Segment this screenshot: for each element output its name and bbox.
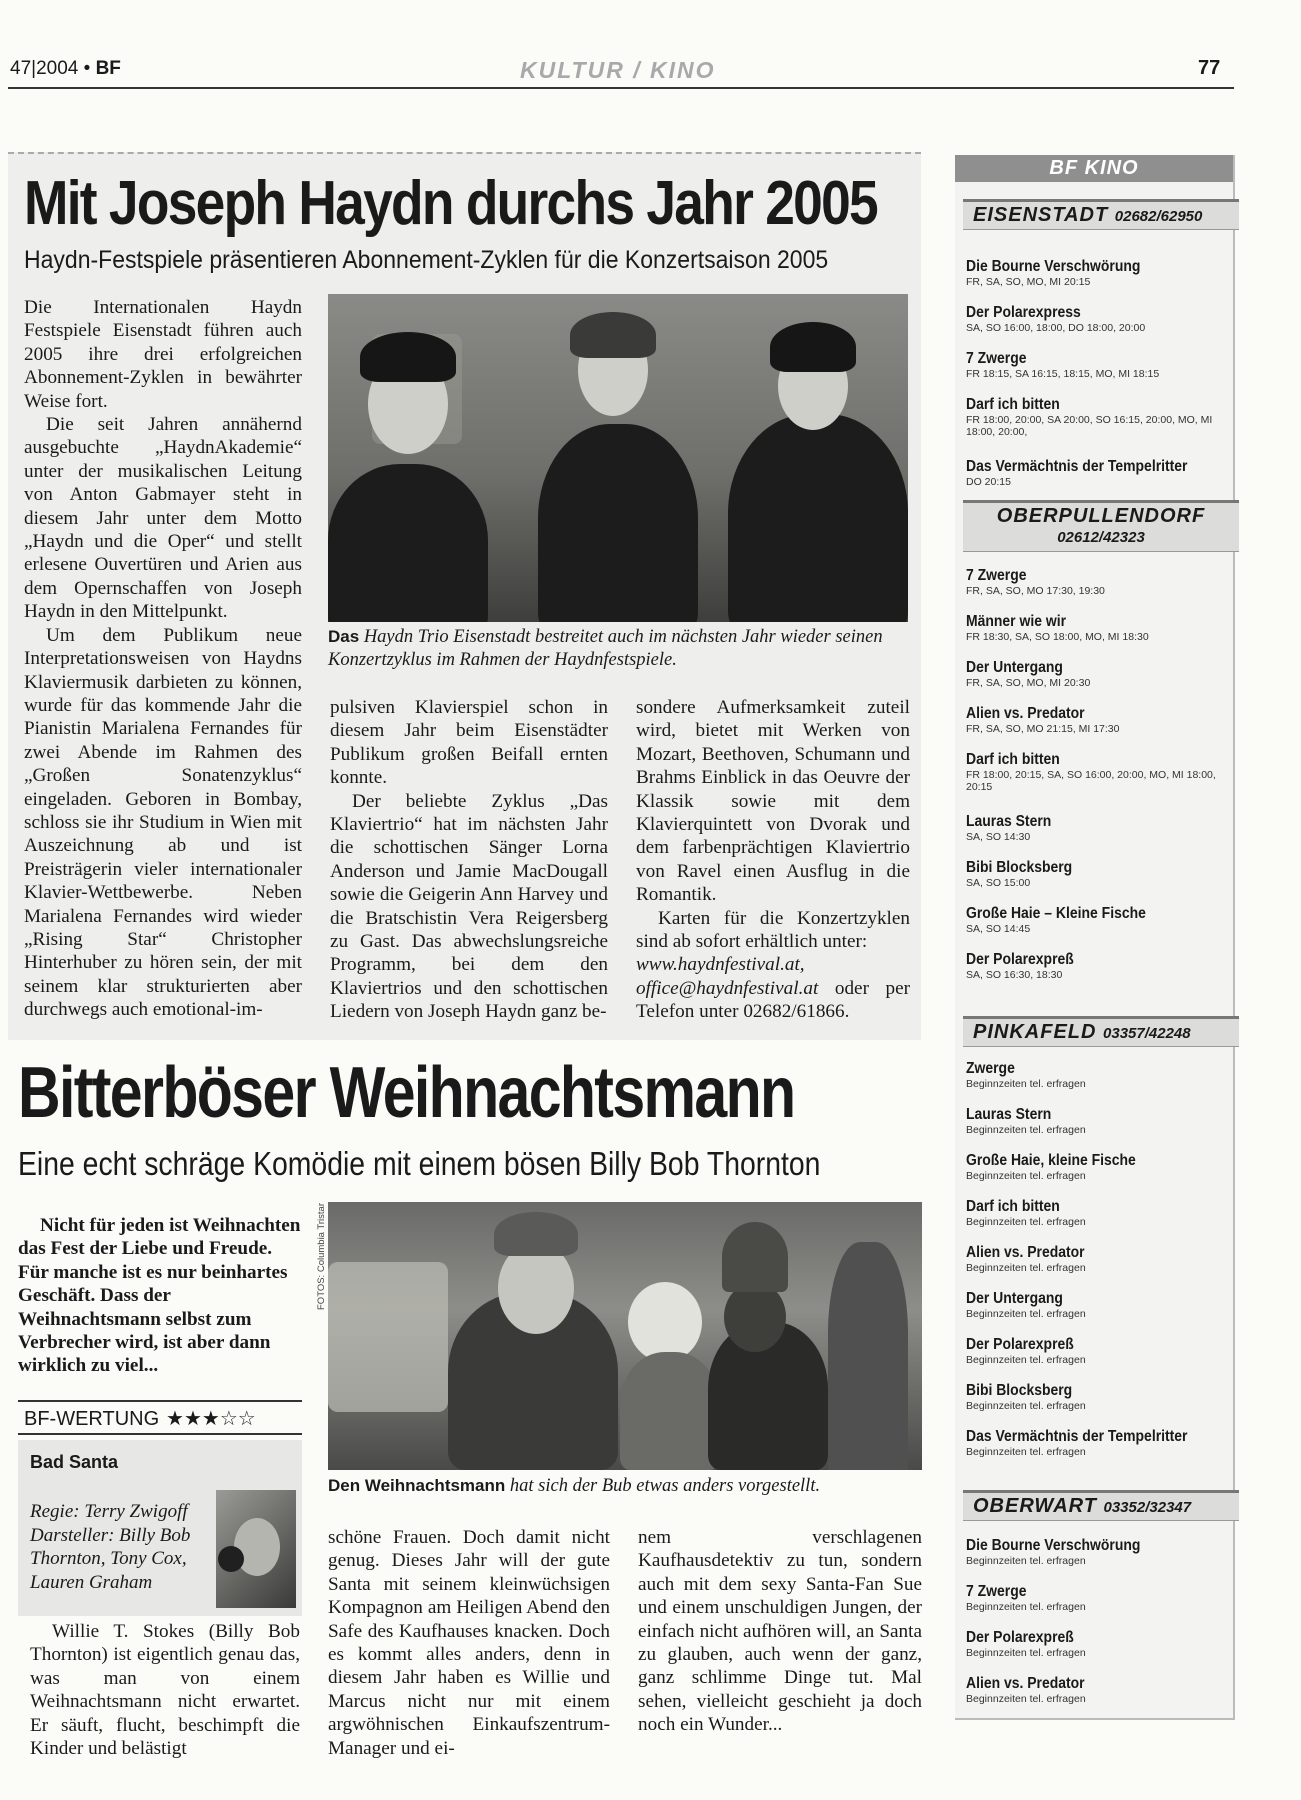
movie-listing xyxy=(966,350,1216,380)
brand-label: BF xyxy=(95,58,121,79)
paragraph: nem verschlagenen Kaufhausdetektiv zu tun, sondern auch mit dem sexy Santa-Fan Sue und einem unschuldigen Jungen, der einfach nicht aufhören will, an Santa zu glauben, auch wenn der ganz, ganz schlimme Dinge tut. Mal sehen, vielleicht geschieht ja doch noch ein Wunder... xyxy=(638,1527,922,1736)
movie-times: SA, SO 16:30, 18:30 xyxy=(966,969,1063,981)
paragraph: Willie T. Stokes (Billy Bob Thornton) ist eigentlich genau das, was man von einem Weihnachtsmann nicht erwartet. Er säuft, flucht, beschimpft die Kinder und belästigt xyxy=(30,1621,300,1760)
movie-times: DO 20:15 xyxy=(966,476,1011,488)
paragraph: Die Internationalen Haydn Festspiele Eisenstadt führen auch 2005 ihre drei erfolgreichen Abonnement-Zyklen in bewährter Weise fort. xyxy=(24,297,302,412)
movie-listing xyxy=(966,705,1216,735)
city-header-eisenstadt xyxy=(963,199,1239,230)
movie-listing xyxy=(966,1583,1216,1613)
movie-times: Beginnzeiten tel. erfragen xyxy=(966,1308,1086,1320)
movie-title: Alien vs. Predator xyxy=(966,1675,1085,1692)
sidebar-title: BF KINO xyxy=(955,155,1233,182)
movie-listing xyxy=(966,1106,1216,1136)
movie-times: Beginnzeiten tel. erfragen xyxy=(966,1216,1086,1228)
city-phone: 02612/42323 xyxy=(1057,529,1145,546)
movie-listing xyxy=(966,659,1216,689)
article-headline: Mit Joseph Haydn durchs Jahr 2005 xyxy=(24,169,877,238)
city-phone: 03357/42248 xyxy=(1103,1025,1191,1042)
movie-title: Darf ich bitten xyxy=(966,396,1060,413)
movie-listing xyxy=(966,1382,1216,1412)
movie-times: Beginnzeiten tel. erfragen xyxy=(966,1693,1086,1705)
paragraph: schöne Frauen. Doch damit nicht genug. Dieses Jahr will der gute Santa mit seinem kleinwüchsigen Kompagnon am Heiligen Abend den Safe des Kaufhauses knacken. Doch es kommt alles anders, denn in diesem Jahr haben es Willie und Marcus nicht nur mit einem argwöhnischen Einkaufszentrum-Manager und ei- xyxy=(328,1527,610,1759)
movie-title: Die Bourne Verschwörung xyxy=(966,1537,1141,1554)
paragraph: Die seit Jahren annähernd ausgebuchte „HaydnAkademie“ unter der musikalischen Leitung von Anton Gabmayer steht in diesem Jahr unter dem Motto „Haydn und die Oper“ und stellt erlesene Ouvertüren und Arien aus dem Opernschaffen von Joseph Haydn in den Mittelpunkt. xyxy=(24,414,302,623)
article-column xyxy=(638,1526,922,1737)
city-name: EISENSTADT xyxy=(973,204,1109,226)
city-phone: 03352/32347 xyxy=(1103,1499,1192,1516)
movie-title: Das Vermächtnis der Tempelritter xyxy=(966,1428,1188,1445)
movie-times: FR, SA, SO, MO 17:30, 19:30 xyxy=(966,585,1105,597)
movie-listing xyxy=(966,905,1216,935)
contact-line xyxy=(636,977,910,1024)
movie-title: Der Polarexpreß xyxy=(966,951,1074,968)
rating-row xyxy=(18,1402,302,1433)
photo-caption xyxy=(328,625,908,672)
article-headline: Bitterböser Weihnachtsmann xyxy=(18,1053,795,1133)
paragraph: Der beliebte Zyklus „Das Klaviertrio“ hat im nächsten Jahr die schottischen Sänger Lorna Anderson und Jamie MacDougall sowie die Geigerin Ann Harvey und die Bratschistin Vera Reigersberg zu Gast. Das abwechslungsreiche Programm, bei dem den Klaviertrios und den schottischen Liedern von Joseph Haydn ganz be- xyxy=(330,790,608,1023)
movie-title: Alien vs. Predator xyxy=(966,1244,1085,1261)
movie-listing xyxy=(966,1152,1216,1182)
paragraph: Karten für die Konzertzyklen sind ab sofort erhältlich unter: xyxy=(636,907,910,953)
haydn-trio-photo xyxy=(328,294,908,622)
paragraph: pulsiven Klavierspiel schon in diesem Jahr beim Eisenstädter Publikum großen Beifall ernten konnte. xyxy=(330,697,608,789)
cast-credit: Darsteller: Billy Bob Thornton, Tony Cox, Lauren Graham xyxy=(30,1524,191,1593)
movie-listing xyxy=(966,951,1216,981)
city-phone: 02682/62950 xyxy=(1114,208,1203,225)
rating-stars: ★★★☆☆ xyxy=(166,1408,256,1430)
movie-title: Bibi Blocksberg xyxy=(966,1382,1073,1399)
movie-listing xyxy=(966,1290,1216,1320)
movie-title: Lauras Stern xyxy=(966,813,1052,830)
website-link[interactable]: www.haydnfestival.at, xyxy=(636,954,805,976)
movie-listing xyxy=(966,1629,1216,1659)
movie-times: Beginnzeiten tel. erfragen xyxy=(966,1170,1086,1182)
movie-listing xyxy=(966,258,1216,288)
movie-times: SA, SO 16:00, 18:00, DO 18:00, 20:00 xyxy=(966,322,1146,334)
film-credits xyxy=(30,1500,210,1594)
movie-times: Beginnzeiten tel. erfragen xyxy=(966,1078,1086,1090)
movie-listing xyxy=(966,1428,1216,1458)
city-name: OBERWART xyxy=(973,1495,1097,1517)
movie-times: Beginnzeiten tel. erfragen xyxy=(966,1446,1086,1458)
page-number: 77 xyxy=(1198,57,1221,79)
movie-title: Das Vermächtnis der Tempelritter xyxy=(966,458,1188,475)
article-column xyxy=(24,296,302,1022)
section-label: KULTUR / KINO xyxy=(520,57,716,83)
article-column xyxy=(636,696,910,1024)
movie-times: SA, SO 15:00 xyxy=(966,877,1031,889)
movie-title: 7 Zwerge xyxy=(966,567,1027,584)
city-header-pinkafeld xyxy=(963,1016,1239,1047)
intro-text: Nicht für jeden ist Weihnachten das Fest der Liebe und Freude. Für manche ist es nur beinhartes Geschäft. Dass der Weihnachtsmann selbst zum Verbrecher wird, ist aber dann wirklich zu viel... xyxy=(18,1215,301,1377)
cinema-sidebar xyxy=(955,155,1235,1720)
movie-title: Bibi Blocksberg xyxy=(966,859,1073,876)
movie-times: SA, SO 14:45 xyxy=(966,923,1031,935)
issue-number: 47|2004 xyxy=(10,58,79,79)
movie-title: Alien vs. Predator xyxy=(966,705,1085,722)
movie-title: Große Haie, kleine Fische xyxy=(966,1152,1136,1169)
rating-label: BF-WERTUNG xyxy=(24,1408,160,1430)
email-link[interactable]: office@haydnfestival.at xyxy=(636,977,819,999)
movie-title: Männer wie wir xyxy=(966,613,1067,630)
movie-times: Beginnzeiten tel. erfragen xyxy=(966,1400,1086,1412)
photo-credit: FOTOS: Columbia Tristar xyxy=(316,1203,327,1310)
movie-times: FR 18:00, 20:15, SA, SO 16:00, 20:00, MO, MI 18:00, 20:15 xyxy=(966,769,1216,793)
movie-listing xyxy=(966,751,1216,793)
caption-lead: Den Weihnachtsmann xyxy=(328,1476,506,1495)
movie-title: 7 Zwerge xyxy=(966,1583,1027,1600)
movie-times: FR, SA, SO, MO, MI 20:15 xyxy=(966,276,1091,288)
movie-title: Die Bourne Verschwörung xyxy=(966,258,1141,275)
movie-listing xyxy=(966,613,1216,643)
city-header-oberpullendorf xyxy=(963,500,1239,552)
movie-times: FR 18:30, SA, SO 18:00, MO, MI 18:30 xyxy=(966,631,1149,643)
city-header-oberwart xyxy=(963,1490,1239,1521)
movie-title: Der Polarexpreß xyxy=(966,1629,1074,1646)
movie-title: Zwerge xyxy=(966,1060,1015,1077)
paragraph: sondere Aufmerksamkeit zuteil wird, bietet mit Werken von Mozart, Beethoven, Schumann und Brahms Einblick in das Oeuvre der Klassik sowie mit dem Klavierquintett von Dvorak und dem farbenprächtigen Klaviertrio von Ravel einen Ausflug in die Romantik. xyxy=(636,697,910,906)
movie-title: Lauras Stern xyxy=(966,1106,1052,1123)
issue-info xyxy=(10,58,121,80)
movie-times: Beginnzeiten tel. erfragen xyxy=(966,1354,1086,1366)
article-column xyxy=(30,1620,300,1760)
movie-times: FR, SA, SO, MO 21:15, MI 17:30 xyxy=(966,723,1120,735)
movie-title: Darf ich bitten xyxy=(966,751,1060,768)
movie-title: Der Untergang xyxy=(966,659,1063,676)
movie-title: 7 Zwerge xyxy=(966,350,1027,367)
article-column xyxy=(330,696,608,1024)
movie-listing xyxy=(966,458,1216,488)
city-name: OBERPULLENDORF xyxy=(996,505,1206,527)
movie-listing xyxy=(966,1060,1216,1090)
movie-title: Der Polarexpress xyxy=(966,304,1081,321)
bad-santa-photo xyxy=(328,1202,922,1470)
caption-text: Haydn Trio Eisenstadt bestreitet auch im nächsten Jahr wieder seinen Konzertzyklus im Rahmen der Haydnfestspiele. xyxy=(328,627,883,670)
rating-box xyxy=(18,1400,302,1435)
phone-text: oder per Telefon unter 02682/61866. xyxy=(636,977,910,1023)
movie-times: Beginnzeiten tel. erfragen xyxy=(966,1601,1086,1613)
header-rule xyxy=(8,87,1234,89)
movie-listing xyxy=(966,1675,1216,1705)
caption-text: hat sich der Bub etwas anders vorgestellt. xyxy=(509,1476,821,1496)
article-subheadline: Eine echt schräge Komödie mit einem bösen Billy Bob Thornton xyxy=(18,1145,821,1182)
movie-listing xyxy=(966,567,1216,597)
movie-listing xyxy=(966,813,1216,843)
movie-listing xyxy=(966,1537,1216,1567)
actor-portrait xyxy=(216,1490,296,1608)
movie-listing xyxy=(966,396,1216,438)
director-credit: Regie: Terry Zwigoff xyxy=(30,1501,188,1522)
movie-listing xyxy=(966,1336,1216,1366)
movie-times: Beginnzeiten tel. erfragen xyxy=(966,1124,1086,1136)
movie-title: Der Polarexpreß xyxy=(966,1336,1074,1353)
movie-times: FR 18:00, 20:00, SA 20:00, SO 16:15, 20:00, MO, MI 18:00, 20:00, xyxy=(966,414,1213,438)
movie-times: Beginnzeiten tel. erfragen xyxy=(966,1647,1086,1659)
article-subheadline: Haydn-Festspiele präsentieren Abonnement-Zyklen für die Konzertsaison 2005 xyxy=(24,246,829,274)
movie-title: Der Untergang xyxy=(966,1290,1063,1307)
issue-separator: • xyxy=(83,58,91,79)
movie-title: Große Haie – Kleine Fische xyxy=(966,905,1146,922)
movie-listing xyxy=(966,304,1216,334)
film-title: Bad Santa xyxy=(30,1452,119,1472)
movie-times: Beginnzeiten tel. erfragen xyxy=(966,1555,1086,1567)
caption-lead: Das xyxy=(328,627,360,646)
movie-listing xyxy=(966,1198,1216,1228)
movie-times: FR 18:15, SA 16:15, 18:15, MO, MI 18:15 xyxy=(966,368,1160,380)
city-name: PINKAFELD xyxy=(973,1021,1097,1043)
photo-caption xyxy=(328,1474,922,1498)
movie-listing xyxy=(966,859,1216,889)
movie-listing xyxy=(966,1244,1216,1274)
article-column xyxy=(328,1526,610,1760)
movie-times: SA, SO 14:30 xyxy=(966,831,1031,843)
article-intro xyxy=(18,1214,304,1378)
movie-title: Darf ich bitten xyxy=(966,1198,1060,1215)
movie-times: FR, SA, SO, MO, MI 20:30 xyxy=(966,677,1091,689)
paragraph: Um dem Publikum neue Interpretationsweisen von Haydns Klaviermusik darbieten zu können, wurde für das kommende Jahr die Pianistin Marialena Fernandes für zwei Abende im Rahmen des „Großen Sonatenzyklus“ eingeladen. Geboren in Bombay, schloss sie ihr Studium in Wien mit Auszeichnung ab und ist Preisträgerin vieler internationaler Klavier-Wettbewerbe. Neben Marialena Fernandes wird wieder „Rising Star“ Christopher Hinterhuber zu hören sein, der mit seinem klar strukturierten aber durchwegs auch emotional-im- xyxy=(24,624,302,1021)
movie-times: Beginnzeiten tel. erfragen xyxy=(966,1262,1086,1274)
